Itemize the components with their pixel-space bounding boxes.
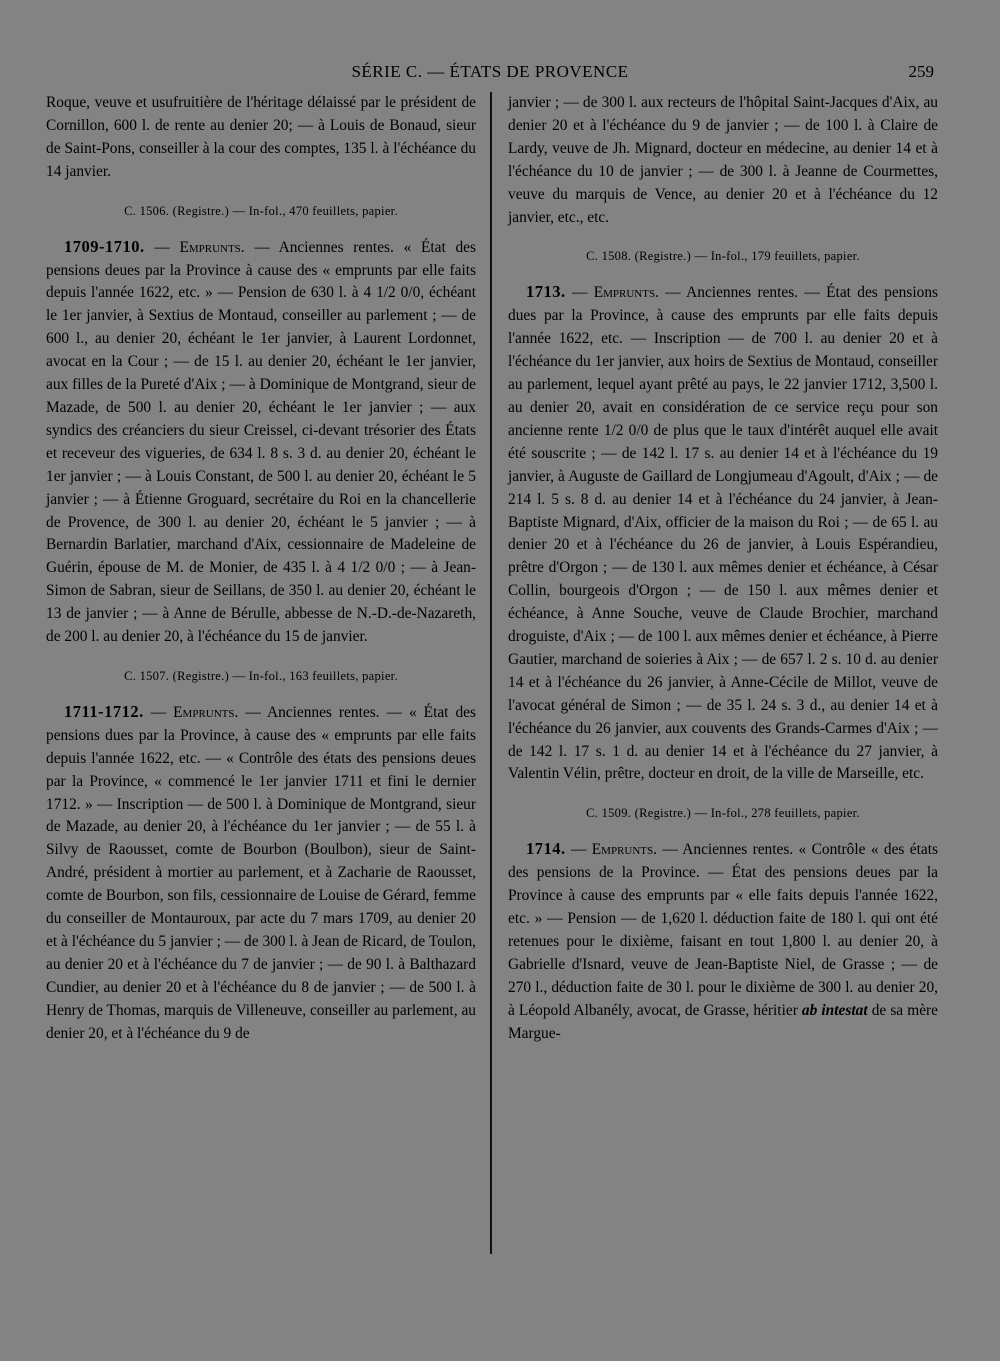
continued-paragraph: janvier ; — de 300 l. aux recteurs de l'hôpital Saint-Jacques d'Aix, au denier 20 et à l'échéance du 9 de janvier ; — de 100 l. à Claire de Lardy, veuve de Jh. Mignard, docteur en médecine, au denier 14 et à l'échéance du 10 de janvier ; — de 300 l. à Jeanne de Courmettes, veuve du marquis de Vence, au denier 20 et à l'échéance du 12 janvier, etc., etc. (508, 94, 938, 226)
entry-text-end: de sa mère Margue- (508, 1001, 938, 1042)
entry-1713 (508, 281, 938, 786)
running-title: SÉRIE C. — ÉTATS DE PROVENCE (351, 62, 629, 81)
entry-text: — Anciennes rentes. « État des pensions deues par la Province à cause des « emprunts par elle faits depuis l'année 1622, etc. » — Pension de 630 l. à 4 1/2 0/0, échéant le 1er janvier, à Sextius de Montaud, conseiller au parlement ; — de 600 l., au denier 20, échéant le 1er janvier, à Laurent Lordonnet, avocat en la Cour ; — de 15 l. au denier 20, échéant le 1er janvier, aux filles de la Pureté d'Aix ; — à Dominique de Montgrand, sieur de Mazade, de 500 l. au denier 20, échéant le 1er janvier ; — aux syndics des créanciers du sieur Creissel, ci-devant trésorier des États et receveur des vigueries, de 634 l. 8 s. 3 d. au denier 20, échéant le 1er janvier ; — à Louis Constant, de 500 l. au denier 20, échéant le 5 janvier ; — à Étienne Groguard, secrétaire du Roi en la chancellerie de Provence, de 300 l. au denier 20, échéant le 5 janvier ; — à Bernardin Barlatier, marchand d'Aix, cessionnaire de Madeleine de Guérin, épouse de M. de Monier, de 435 l. à 4 1/2 0/0 ; — à Jean-Simon de Sabran, sieur de Seillans, de 350 l. au denier 20, échéant le 13 de janvier ; — à Anne de Bérulle, abbesse de N.-D.-de-Nazareth, de 200 l. au denier 20, à l'échéance du 15 de janvier. (46, 238, 476, 646)
entry-heading: Emprunts. (173, 703, 239, 721)
entry-year: 1709-1710. (64, 236, 145, 256)
left-column (46, 92, 476, 1046)
entry-dash: — (565, 841, 592, 859)
page-number: 259 (908, 62, 934, 81)
entry-heading: Emprunts. (591, 841, 657, 859)
latin-phrase: ab intestat (801, 1001, 868, 1019)
archive-reference: C. 1509. (Registre.) — In-fol., 278 feuillets, papier. (586, 806, 860, 821)
archive-reference: C. 1507. (Registre.) — In-fol., 163 feuillets, papier. (124, 668, 398, 683)
entry-1711-1712 (46, 701, 476, 1046)
entry-dash: — (565, 284, 594, 302)
archive-reference: C. 1506. (Registre.) — In-fol., 470 feuillets, papier. (124, 203, 398, 218)
column-divider (490, 92, 492, 1254)
entry-text: — Anciennes rentes. — « État des pensions dues par la Province, à cause des « emprunts par elle faits depuis l'année 1622, etc. — « Contrôle des états des pensions deues par la Province, « commencé le 1er janvier 1711 et fini le dernier 1712. » — Inscription — de 500 l. à Dominique de Montgrand, sieur de Mazade, au denier 20, à l'échéance du 1er janvier ; — de 55 l. à Silvy de Raousset, comte de Bourbon (Boulbon), sieur de Saint-André, président à mortier au parlement, et à Zacharie de Raousset, comte de Bourbon, son fils, cessionnaire de Louise de Gérard, femme du conseiller de Montauroux, par acte du 7 mars 1709, au denier 20 et à l'échéance du 5 janvier ; — de 300 l. à Jean de Ricard, de Toulon, au denier 20 et à l'échéance du 7 de janvier ; — de 90 l. à Balthazard Cundier, au denier 20 et à l'échéance du 8 de janvier ; — de 500 l. à Henry de Thomas, marquis de Villeneuve, conseiller au parlement, au denier 20, et à l'échéance du 9 de (46, 703, 476, 1042)
archive-reference: C. 1508. (Registre.) — In-fol., 179 feuillets, papier. (586, 249, 860, 264)
entry-1709-1710 (46, 236, 476, 649)
page-header (40, 62, 940, 86)
entry-heading: Emprunts. (593, 284, 659, 302)
entry-year: 1713. (526, 282, 566, 302)
right-column (508, 92, 938, 1046)
continued-paragraph: Roque, veuve et usufruitière de l'héritage délaissé par le président de Cornillon, 600 l. de rente au denier 20; — à Louis de Bonaud, sieur de Saint-Pons, conseiller à la cour des comptes, 135 l. à l'échéance du 14 janvier. (46, 94, 476, 180)
entry-dash: — (143, 703, 174, 721)
entry-heading: Emprunts. (179, 238, 245, 256)
entry-text: — Anciennes rentes. « Contrôle « des états des pensions de la Province. — État des pensions deues par la Province à cause des emprunts par « elle faits depuis l'année 1622, etc. » — Pension — de 1,620 l. déduction faite de 180 l. qui ont été retenues pour le dixième, faisant en tout 1,800 l. au denier 20, à Gabrielle d'Isnard, veuve de Jean-Baptiste Niel, de Grasse ; — de 270 l., déduction faite de 30 l. pour le dixième de 300 l. au denier 20, à Léopold Albanély, avocat, de Grasse, héritier (508, 841, 938, 1019)
entry-text: — Anciennes rentes. — État des pensions dues par la Province, à cause des emprunts par elle faits depuis l'année 1622, etc. — Inscription — de 700 l. au denier 20 et à l'échéance du 1er janvier, aux hoirs de Sextius de Montaud, conseiller au parlement, lequel ayant prêté au pays, le 22 janvier 1712, 3,500 l. au denier 20, avait en considération de ce service reçu pour son ancienne rente 1/2 0/0 de plus que le taux d'intérêt auquel elle avait été souscrite ; — de 142 l. 17 s. au denier 14 et à l'échéance du 19 janvier, à Auguste de Gaillard de Longjumeau d'Agoult, d'Aix ; — de 214 l. 5 s. 8 d. au denier 14 et à l'échéance du 24 janvier, à Jean-Baptiste Mignard, d'Aix, officier de la maison du Roi ; — de 65 l. au denier 20 et à l'échéance du 26 de janvier, à Louis Espérandieu, prêtre d'Orgon ; — de 130 l. aux mêmes denier et échéance, à César Collin, bourgeois d'Orgon ; — de 150 l. aux mêmes denier et échéance, à Anne Souche, veuve de Claude Brochier, marchand droguiste, d'Aix ; — de 100 l. aux mêmes denier et échéance, à Pierre Gautier, marchand de soieries à Aix ; — de 657 l. 2 s. 10 d. au denier 14 et à l'échéance du 26 janvier, à Anne-Cécile de Millot, veuve de l'avocat général de Simon ; — de 35 l. 24 s. 3 d., au denier 14 et à l'échéance du 26 janvier, aux couvents des Grands-Carmes d'Aix ; — de 142 l. 17 s. 1 d. au denier 14 et à l'échéance du 27 janvier, à Valentin Vélin, prêtre, docteur en droit, de la ville de Marseille, etc. (508, 284, 939, 783)
entry-1714 (508, 838, 938, 1045)
entry-year: 1711-1712. (64, 701, 144, 721)
entry-dash: — (144, 238, 180, 256)
entry-year: 1714. (526, 839, 566, 859)
